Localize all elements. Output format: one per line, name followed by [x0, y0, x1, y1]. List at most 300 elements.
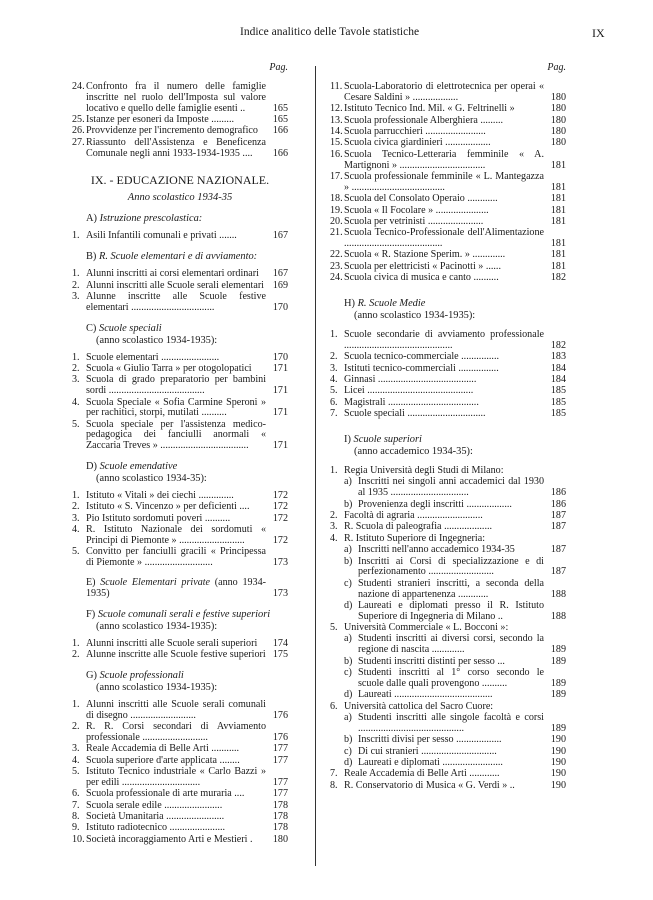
- entry-text: Confronto fra il numero delle famiglie inscritte nel ruolo dell'Imposta sul valore locativo e quello delle famiglie esenti ..: [86, 81, 266, 114]
- sub-entry: [330, 668, 566, 690]
- entry-text: Alunni inscritti alle Scuole serali superiori: [86, 637, 258, 649]
- entry-number: 4.: [72, 524, 80, 536]
- entry-number: c): [344, 745, 352, 757]
- entry-text: Studenti inscritti distinti per sesso ...: [358, 655, 505, 667]
- index-entry: [72, 115, 288, 126]
- entry-page: 180: [272, 833, 288, 845]
- index-entry: [72, 126, 288, 137]
- index-entry: [330, 364, 566, 375]
- page-number: IX: [592, 26, 605, 40]
- entry-page: 166: [272, 147, 288, 159]
- index-entry: [330, 769, 566, 780]
- index-entry: [72, 502, 288, 513]
- entry-page: 177: [272, 776, 288, 788]
- right-column: [330, 62, 566, 792]
- entry-number: b): [344, 655, 353, 667]
- entry-number: d): [344, 757, 353, 768]
- entry-text: Reale Accademia di Belle Arti ...........: [86, 743, 240, 755]
- entry-text: Scuola « R. Stazione Sperim. » .............: [344, 249, 506, 261]
- entry-text: Università Commerciale « L. Bocconi »:: [344, 622, 509, 634]
- entry-text: Provenienza degli inscritti ..................: [358, 498, 512, 510]
- entry-page: 180: [550, 91, 566, 103]
- entry-page: 165: [272, 113, 288, 125]
- entry-page: 187: [550, 521, 566, 533]
- entry-page: 190: [550, 734, 566, 746]
- entry-page: 182: [550, 272, 566, 284]
- entry-text: Scuola « Il Focolare » .....................: [344, 204, 489, 216]
- entry-number: c): [344, 667, 352, 679]
- index-entry: [72, 353, 288, 364]
- entry-text: R. Istituto Nazionale dei sordomuti « Principi di Piemonte » ..........................: [86, 524, 266, 547]
- entry-page: 190: [550, 768, 566, 780]
- entry-page: 175: [272, 649, 288, 661]
- entry-text: Scuola di grado preparatorio per bambini sordi ......................................: [86, 374, 266, 397]
- sub-entry: [330, 690, 566, 701]
- entry-page: 171: [272, 407, 288, 419]
- pag-label: Pag.: [269, 62, 288, 73]
- entry-text: Scuola Tecnico-Letteraria femminile « A. Martignoni » ..................................: [344, 148, 544, 171]
- entry-page: 173: [272, 587, 288, 599]
- entry-number: 7.: [72, 799, 80, 811]
- index-entry: [330, 172, 566, 194]
- index-entry: [72, 138, 288, 160]
- entry-number: 5.: [330, 622, 338, 634]
- entry-text: Alunni inscritti alle Scuole serali comunali di disegno ..........................: [86, 698, 266, 721]
- entry-text: Scuola professionale di arte muraria ....: [86, 788, 245, 800]
- entry-number: 16.: [330, 148, 343, 160]
- entry-page: 190: [550, 745, 566, 757]
- entry-number: 21.: [330, 227, 343, 239]
- entry-page: 167: [272, 268, 288, 280]
- entry-text: Studenti inscritti ai diversi corsi, secondo la regione di nascita .............: [358, 633, 544, 656]
- entry-page: 172: [272, 535, 288, 547]
- entry-page: 172: [272, 512, 288, 524]
- entry-page: 172: [272, 501, 288, 513]
- group-title: Scuole superiori: [353, 434, 422, 445]
- index-entry: [72, 82, 288, 114]
- entry-text: Alunni inscritti alle Scuole serali elementari: [86, 279, 264, 291]
- entry-number: 3.: [330, 521, 338, 533]
- entry-number: 1.: [72, 268, 80, 280]
- group-year: (anno scolastico 1934-35):: [96, 473, 207, 485]
- index-entry: [72, 789, 288, 800]
- sub-entry: [330, 713, 566, 735]
- entry-number: b): [344, 555, 353, 567]
- entry-text: Scuola Speciale « Sofia Carmine Speroni » per rachitici, storpi, mutilati ..........: [86, 396, 266, 419]
- entry-number: 24.: [330, 272, 343, 284]
- index-entry: [72, 292, 288, 314]
- index-entry: [330, 534, 566, 545]
- entry-page: 180: [550, 137, 566, 149]
- entry-text: Scuole elementari .......................: [86, 351, 220, 363]
- entry-text: R. R. Corsi secondari di Avviamento professionale ..........................: [86, 721, 266, 743]
- entry-text: Istituti tecnico-commerciali ................: [344, 362, 499, 374]
- entry-number: 8.: [330, 779, 338, 791]
- index-entry: [330, 82, 566, 104]
- sub-entry: [330, 758, 566, 769]
- entry-number: 3.: [72, 512, 80, 524]
- entry-number: 26.: [72, 125, 85, 137]
- entry-text: Istituto Tecnico industriale « Carlo Bazzi » per edili ...............................: [86, 765, 266, 788]
- index-entry: [330, 398, 566, 409]
- group-year: (anno scolastico 1934-1935):: [96, 620, 218, 632]
- group-heading: [344, 298, 566, 322]
- entry-text: Istituto « S. Vincenzo » per deficienti ....: [86, 501, 250, 513]
- entry-number: 2.: [72, 279, 80, 291]
- entry-page: 180: [550, 114, 566, 126]
- entry-text: Laureati e diplomati presso il R. Istituto Superiore di Ingegneria di Milano ..: [358, 599, 544, 622]
- index-entry: [72, 744, 288, 755]
- index-entry: [72, 835, 288, 846]
- entry-number: 6.: [330, 700, 338, 712]
- entry-page: 189: [550, 689, 566, 701]
- group-heading: [86, 323, 288, 347]
- entry-page: 183: [550, 351, 566, 363]
- entry-number: 2.: [72, 649, 80, 661]
- entry-text: Istituto Tecnico Ind. Mil. « G. Feltrinelli »: [344, 103, 515, 115]
- index-entry: [72, 420, 288, 452]
- sub-entry: [330, 579, 566, 601]
- index-entry: [330, 127, 566, 138]
- entry-page: 188: [550, 588, 566, 600]
- entry-number: 4.: [330, 532, 338, 544]
- entry-text: Scuola civica giardinieri ..................: [344, 137, 491, 149]
- entry-number: 25.: [72, 113, 85, 125]
- entry-page: 187: [550, 566, 566, 578]
- group-title: Scuole Elementari private: [100, 577, 211, 589]
- index-entry: [330, 511, 566, 522]
- entry-text: Università cattolica del Sacro Cuore:: [344, 700, 494, 712]
- entry-page: 186: [550, 498, 566, 510]
- entry-text: Inscritti nell'anno accademico 1934-35: [358, 544, 515, 556]
- index-entry: [330, 138, 566, 149]
- entry-text: Inscritti nei singoli anni accademici dal 1930 al 1935 ...............................: [358, 476, 544, 499]
- entry-number: a): [344, 476, 352, 488]
- entry-page: 170: [272, 351, 288, 363]
- entry-text: Scuola superiore d'arte applicata ........: [86, 754, 240, 766]
- entry-text: Laureati e diplomati ........................: [358, 757, 503, 768]
- index-entry: [330, 250, 566, 261]
- sub-entry: [330, 477, 566, 499]
- group-title: Istruzione prescolastica:: [99, 213, 203, 225]
- group-heading: [344, 434, 566, 458]
- entry-number: 3.: [72, 743, 80, 755]
- index-entry: [72, 547, 288, 569]
- entry-number: 1.: [72, 230, 80, 242]
- section-title: IX. - EDUCAZIONE NAZIONALE.: [90, 173, 270, 188]
- entry-number: 4.: [330, 374, 338, 386]
- index-entry: [72, 812, 288, 823]
- entry-text: Alunni inscritti ai corsi elementari ordinari: [86, 268, 259, 280]
- sub-entry: [330, 545, 566, 556]
- running-title: Indice analitico delle Tavole statistiche: [240, 26, 420, 38]
- group-title-extra: (anno 1934-1935): [86, 577, 266, 599]
- entry-text: Scuola serale edile .......................: [86, 799, 223, 811]
- entry-page: 176: [272, 709, 288, 721]
- entry-page: 166: [272, 125, 288, 137]
- entry-text: Laureati .......................................: [358, 689, 493, 701]
- entry-page: 171: [272, 362, 288, 374]
- entry-text: Istituto « Vitali » dei ciechi ..............: [86, 490, 234, 502]
- column-divider: [315, 66, 316, 866]
- entry-number: 3.: [330, 362, 338, 374]
- entry-number: 7.: [330, 408, 338, 420]
- entry-text: Inscritti divisi per sesso ..................: [358, 734, 502, 746]
- group-letter: C): [86, 322, 97, 334]
- entry-number: 17.: [330, 170, 343, 182]
- group-letter: D): [86, 461, 97, 473]
- entry-page: 169: [272, 279, 288, 291]
- entry-number: 2.: [330, 351, 338, 363]
- entry-page: 180: [550, 103, 566, 115]
- index-entry: [330, 623, 566, 634]
- entry-number: 5.: [330, 385, 338, 397]
- entry-page: 181: [550, 181, 566, 193]
- entry-text: Scuola per vetrinisti ......................: [344, 215, 484, 227]
- index-entry: [72, 514, 288, 525]
- entry-number: 1.: [72, 637, 80, 649]
- entry-number: 22.: [330, 249, 343, 261]
- entry-page: 190: [550, 779, 566, 791]
- group-year: (anno scolastico 1934-1935):: [96, 334, 218, 346]
- entry-number: a): [344, 633, 352, 645]
- entry-number: d): [344, 689, 353, 701]
- entry-text: Scuola professionale Alberghiera .........: [344, 114, 504, 126]
- entry-text: Studenti stranieri inscritti, a seconda della nazione di appartenenza ............: [358, 577, 544, 600]
- index-entry: [72, 364, 288, 375]
- index-entry: [330, 228, 566, 250]
- entry-page: 184: [550, 362, 566, 374]
- entry-number: 19.: [330, 204, 343, 216]
- sub-entry: [330, 557, 566, 579]
- group-letter: E): [86, 577, 96, 589]
- group-letter: H): [344, 298, 355, 310]
- entry-page: 181: [550, 238, 566, 250]
- entry-page: 178: [272, 799, 288, 811]
- entry-number: 1.: [72, 351, 80, 363]
- entry-text: Reale Accademia di Belle Arti ............: [344, 768, 500, 780]
- entry-number: 5.: [72, 765, 80, 777]
- entry-number: 3.: [72, 290, 80, 302]
- group-year: (anno accademico 1934-35):: [354, 446, 473, 457]
- entry-number: 24.: [72, 81, 85, 92]
- entry-page: 170: [272, 301, 288, 313]
- entry-text: Società Umanitaria .......................: [86, 810, 225, 822]
- entry-text: Scuola professionale femminile « L. Mantegazza » .....................................: [344, 170, 544, 193]
- entry-page: 189: [550, 722, 566, 734]
- entry-number: 2.: [72, 501, 80, 513]
- group-title: R. Scuole Medie: [357, 298, 426, 310]
- index-entry: [72, 650, 288, 661]
- entry-text: Studenti inscritti alle singole facoltà e corsi ..........................................: [358, 712, 544, 734]
- group-heading: [86, 670, 288, 694]
- sub-entry: [330, 634, 566, 656]
- index-entry: [330, 194, 566, 205]
- section-subtitle: Anno scolastico 1934-35: [127, 192, 233, 204]
- entry-text: R. Scuola di paleografia ...................: [344, 521, 493, 533]
- entry-number: 10.: [72, 833, 85, 845]
- index-entry: [72, 700, 288, 722]
- entry-number: 12.: [330, 103, 343, 115]
- index-entry: [330, 206, 566, 217]
- entry-page: 185: [550, 408, 566, 420]
- entry-number: 2.: [72, 721, 80, 732]
- entry-page: 189: [550, 655, 566, 667]
- group-title: Scuole speciali: [99, 322, 162, 334]
- index-entry: [72, 375, 288, 397]
- entry-number: 23.: [330, 260, 343, 272]
- index-entry: [72, 491, 288, 502]
- entry-text: Scuole speciali ...............................: [344, 408, 486, 420]
- entry-page: 171: [272, 440, 288, 452]
- index-entry: [330, 386, 566, 397]
- entry-page: 177: [272, 754, 288, 766]
- entry-number: 7.: [330, 768, 338, 780]
- index-entry: [330, 375, 566, 386]
- entry-number: 1.: [72, 490, 80, 502]
- entry-page: 174: [272, 637, 288, 649]
- entry-page: 189: [550, 677, 566, 689]
- entry-number: 27.: [72, 136, 85, 148]
- entry-text: Di cui stranieri ..............................: [358, 745, 497, 757]
- group-heading: [72, 578, 288, 600]
- index-entry: [72, 801, 288, 812]
- entry-number: 20.: [330, 215, 343, 227]
- entry-number: 1.: [330, 465, 338, 476]
- entry-text: Scuola speciale per l'assistenza medico-pedagogica dei fanciulli anormali « Zaccaria Treves » ...................................: [86, 418, 266, 452]
- entry-page: 181: [550, 215, 566, 227]
- entry-page: 185: [550, 396, 566, 408]
- index-entry: [330, 522, 566, 533]
- entry-text: Alunne inscritte alle Scuole festive elementari .................................: [86, 290, 266, 313]
- entry-text: Istituto radiotecnico ......................: [86, 822, 226, 834]
- entry-number: 18.: [330, 193, 343, 205]
- entry-page: 181: [550, 159, 566, 171]
- index-entry: [72, 639, 288, 650]
- entry-page: 176: [272, 731, 288, 743]
- entry-page: 182: [550, 339, 566, 351]
- entry-text: Scuola del Consolato Operaio ............: [344, 193, 498, 205]
- entry-number: 15.: [330, 137, 343, 149]
- entry-page: 187: [550, 544, 566, 556]
- index-entry: [330, 352, 566, 363]
- entry-text: Riassunto dell'Assistenza e Beneficenza Comunale negli anni 1933-1934-1935 ....: [86, 136, 266, 159]
- index-entry: [72, 823, 288, 834]
- entry-text: Scuola parrucchieri ........................: [344, 125, 486, 137]
- entry-text: Scuola-Laboratorio di elettrotecnica per operai « Cesare Saldini » ..................: [344, 81, 544, 103]
- entry-text: Scuole secondarie di avviamento professionale ...........................................: [344, 329, 544, 351]
- entry-page: 187: [550, 509, 566, 521]
- index-entry: [72, 756, 288, 767]
- entry-text: Facoltà di agraria ..........................: [344, 509, 483, 521]
- entry-number: 4.: [72, 754, 80, 766]
- sub-entry: [330, 747, 566, 758]
- entry-page: 165: [272, 102, 288, 114]
- entry-text: Regia Università degli Studi di Milano:: [344, 465, 504, 476]
- group-title: Scuole professionali: [99, 669, 184, 681]
- entry-page: 190: [550, 757, 566, 768]
- group-letter: I): [344, 434, 351, 445]
- entry-page: 173: [272, 557, 288, 569]
- entry-number: d): [344, 599, 353, 611]
- entry-text: Scuola civica di musica e canto ..........: [344, 272, 499, 284]
- group-title: R. Scuole elementari e di avviamento:: [99, 251, 258, 263]
- entry-number: b): [344, 498, 353, 510]
- entry-page: 185: [550, 385, 566, 397]
- entry-page: 167: [272, 230, 288, 242]
- entry-text: Pio Istituto sordomuti poveri ..........: [86, 512, 231, 524]
- entry-number: 11.: [330, 81, 343, 92]
- entry-text: Scuola tecnico-commerciale ...............: [344, 351, 499, 363]
- index-entry: [330, 116, 566, 127]
- entry-number: 5.: [72, 418, 80, 430]
- index-entry: [72, 398, 288, 420]
- entry-text: Scuola Tecnico-Professionale dell'Alimentazione .......................................: [344, 227, 544, 250]
- index-entry: [330, 150, 566, 172]
- index-entry: [330, 466, 566, 477]
- index-entry: [330, 781, 566, 792]
- entry-text: Inscritti ai Corsi di specializzazione e di perfezionamento ..........................: [358, 555, 544, 578]
- entry-page: 177: [272, 788, 288, 800]
- entry-number: 9.: [72, 822, 80, 834]
- entry-number: 1.: [330, 329, 338, 341]
- group-heading: [86, 461, 288, 485]
- entry-text: Società incoraggiamento Arti e Mestieri .: [86, 833, 253, 845]
- entry-number: 8.: [72, 810, 80, 822]
- index-entry: [330, 409, 566, 420]
- index-entry: [330, 702, 566, 713]
- index-entry: [72, 722, 288, 744]
- group-heading: [86, 251, 288, 263]
- group-title: Scuole comunali serali e festive superiori: [97, 608, 271, 620]
- group-heading: [86, 213, 288, 225]
- entry-text: Magistrali ....................................: [344, 396, 479, 408]
- entry-text: Provvidenze per l'incremento demografico: [86, 125, 258, 137]
- pag-label: Pag.: [547, 62, 566, 73]
- sub-entry: [330, 735, 566, 746]
- sub-entry: [330, 601, 566, 623]
- entry-page: 180: [550, 125, 566, 137]
- group-letter: A): [86, 213, 97, 225]
- group-letter: G): [86, 669, 97, 681]
- entry-page: 181: [550, 204, 566, 216]
- entry-text: Asili Infantili comunali e privati .......: [86, 230, 237, 242]
- entry-text: R. Istituto Superiore di Ingegneria:: [344, 532, 486, 544]
- group-title: Scuole emendative: [99, 461, 178, 473]
- entry-number: 3.: [72, 374, 80, 386]
- entry-number: 2.: [72, 362, 80, 374]
- entry-number: a): [344, 544, 352, 556]
- entry-number: 14.: [330, 125, 343, 137]
- entry-number: c): [344, 577, 352, 589]
- entry-text: Scuola per elettricisti « Pacinotti » ......: [344, 260, 501, 272]
- index-entry: [72, 269, 288, 280]
- index-entry: [72, 231, 288, 242]
- entry-page: 181: [550, 193, 566, 205]
- group-letter: F): [86, 608, 96, 620]
- sub-entry: [330, 657, 566, 668]
- index-entry: [330, 217, 566, 228]
- entry-text: Licei ..........................................: [344, 385, 474, 397]
- entry-page: 181: [550, 249, 566, 261]
- entry-text: Ginnasi .......................................: [344, 374, 477, 386]
- entry-text: Scuola « Giulio Tarra » per otogolopatici: [86, 362, 252, 374]
- entry-page: 186: [550, 487, 566, 499]
- entry-number: 5.: [72, 546, 80, 558]
- entry-number: a): [344, 712, 352, 724]
- left-column: [72, 62, 288, 846]
- index-entry: [330, 330, 566, 352]
